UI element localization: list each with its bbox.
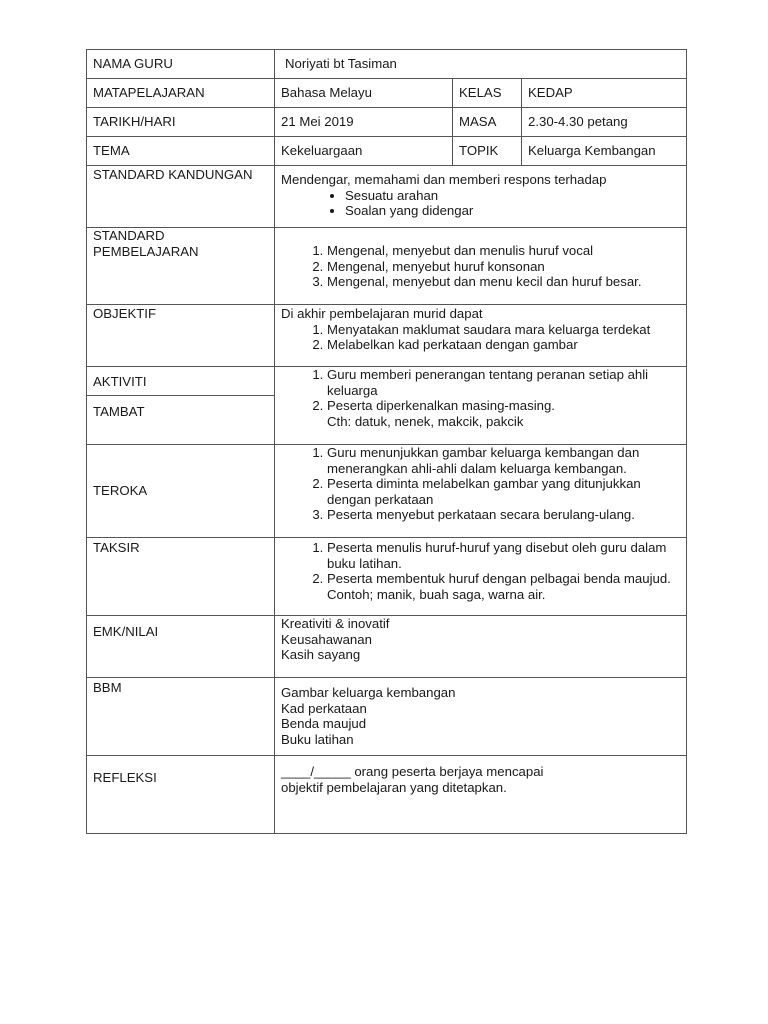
list-item: 1. Menyatakan maklumat saudara mara keluarga terdekat — [327, 322, 680, 338]
list-item: • Sesuatu arahan — [345, 188, 680, 204]
row-standard-pembelajaran — [87, 228, 687, 305]
cell-taksir — [275, 538, 687, 616]
tambat-label: TAMBAT — [93, 404, 145, 419]
bbm-line: Kad perkataan — [281, 700, 367, 716]
row-teroka — [87, 445, 687, 538]
list-item: 3. Peserta menyebut perkataan secara berulang-ulang. — [327, 507, 680, 523]
label-topik: TOPIK — [453, 137, 522, 166]
label-bbm: BBM — [87, 678, 275, 756]
value-kelas: KEDAP — [522, 79, 687, 108]
emk-line: Keusahawanan — [281, 631, 372, 647]
cell-emk-nilai — [275, 616, 687, 678]
label-taksir: TAKSIR — [87, 538, 275, 616]
row-bbm — [87, 678, 687, 756]
cell-objektif — [275, 305, 687, 367]
label-aktiviti — [87, 367, 275, 445]
list-item: 1. Guru memberi penerangan tentang peranan setiap ahli keluarga — [327, 367, 680, 398]
row-aktiviti — [87, 367, 687, 445]
list-item: 2. Peserta membentuk huruf dengan pelbagai benda maujud. Contoh; manik, buah saga, warna air. — [327, 571, 680, 602]
refleksi-text: ____/_____ orang peserta berjaya mencapai objektif pembelajaran yang ditetapkan. — [275, 756, 687, 834]
aktiviti-label: AKTIVITI — [93, 374, 147, 389]
row-emk-nilai — [87, 616, 687, 678]
label-objektif: OBJEKTIF — [87, 305, 275, 367]
label-standard-kandungan: STANDARD KANDUNGAN — [87, 166, 275, 228]
bbm-line: Buku latihan — [281, 731, 354, 747]
label-kelas: KELAS — [453, 79, 522, 108]
objektif-intro: Di akhir pembelajaran murid dapat — [281, 306, 483, 321]
list-item: 1. Peserta menulis huruf-huruf yang disebut oleh guru dalam buku latihan. — [327, 540, 680, 571]
row-taksir — [87, 538, 687, 616]
aktiviti-note: Cth: datuk, nenek, makcik, pakcik — [327, 413, 524, 429]
row-refleksi — [87, 756, 687, 834]
label-teroka: TEROKA — [87, 445, 275, 538]
aktiviti-divider — [87, 395, 275, 396]
list-item: • Soalan yang didengar — [345, 203, 680, 219]
list-item: 2. Peserta diminta melabelkan gambar yang ditunjukkan dengan perkataan — [327, 476, 680, 507]
objektif-list — [281, 322, 680, 353]
label-emk-nilai: EMK/NILAI — [87, 616, 275, 678]
emk-line: Kreativiti & inovatif — [281, 616, 390, 631]
list-item-text: Peserta diperkenalkan masing-masing. — [327, 398, 555, 413]
value-topik: Keluarga Kembangan — [522, 137, 687, 166]
value-nama-guru: Noriyati bt Tasiman — [275, 50, 687, 79]
standard-pembelajaran-list — [281, 243, 680, 290]
value-matapelajaran: Bahasa Melayu — [275, 79, 453, 108]
label-standard-pembelajaran — [87, 228, 275, 305]
row-objektif — [87, 305, 687, 367]
cell-standard-pembelajaran — [275, 228, 687, 305]
list-item: 1. Guru menunjukkan gambar keluarga kembangan dan menerangkan ahli-ahli dalam keluarga kembangan. — [327, 445, 680, 476]
bbm-line: Gambar keluarga kembangan — [281, 685, 456, 700]
bbm-line: Benda maujud — [281, 716, 367, 731]
cell-teroka — [275, 445, 687, 538]
standard-kandungan-intro: Mendengar, memahami dan memberi respons terhadap — [281, 172, 607, 187]
taksir-list — [281, 540, 680, 602]
list-item: 2. Mengenal, menyebut huruf konsonan — [327, 259, 680, 275]
cell-standard-kandungan — [275, 166, 687, 228]
cell-bbm — [275, 678, 687, 756]
label-line: PEMBELAJARAN — [93, 243, 199, 259]
label-nama-guru: NAMA GURU — [87, 50, 275, 79]
value-tarikh: 21 Mei 2019 — [275, 108, 453, 137]
label-tarikh: TARIKH/HARI — [87, 108, 275, 137]
standard-kandungan-list — [281, 188, 680, 219]
label-line: STANDARD — [93, 228, 165, 243]
label-tema: TEMA — [87, 137, 275, 166]
row-tema — [87, 137, 687, 166]
value-masa: 2.30-4.30 petang — [522, 108, 687, 137]
label-matapelajaran: MATAPELAJARAN — [87, 79, 275, 108]
emk-line: Kasih sayang — [281, 647, 361, 662]
list-item: 2. Melabelkan kad perkataan dengan gambar — [327, 337, 680, 353]
value-tema: Kekeluargaan — [275, 137, 453, 166]
row-nama-guru — [87, 50, 687, 79]
row-tarikh — [87, 108, 687, 137]
list-item: 1. Mengenal, menyebut dan menulis huruf vocal — [327, 243, 680, 259]
aktiviti-list — [281, 367, 680, 429]
row-matapelajaran — [87, 79, 687, 108]
teroka-list — [281, 445, 680, 523]
row-standard-kandungan — [87, 166, 687, 228]
label-masa: MASA — [453, 108, 522, 137]
list-item: 3. Mengenal, menyebut dan menu kecil dan huruf besar. — [327, 274, 680, 290]
lesson-plan-table — [86, 49, 687, 834]
list-item — [327, 398, 680, 429]
cell-aktiviti — [275, 367, 687, 445]
label-refleksi: REFLEKSI — [87, 756, 275, 834]
